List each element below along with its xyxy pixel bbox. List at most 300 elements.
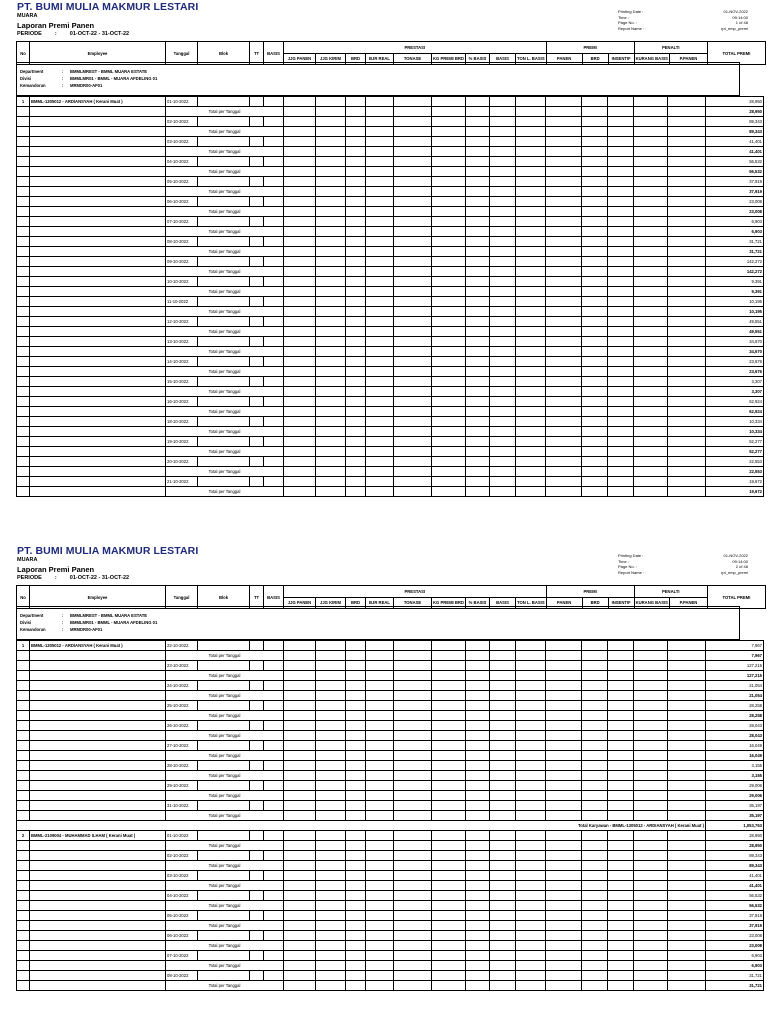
empty-cell <box>394 467 432 477</box>
empty-cell <box>516 811 546 821</box>
empty-cell <box>516 671 546 681</box>
empty-cell <box>582 981 608 991</box>
empty-cell <box>608 147 634 157</box>
empty-cell <box>466 137 490 147</box>
empty-cell <box>366 307 394 317</box>
empty-cell <box>316 347 346 357</box>
empty-cell <box>634 851 668 861</box>
empty-cell <box>394 871 432 881</box>
empty-cell <box>346 407 366 417</box>
empty-cell <box>346 881 366 891</box>
empty-cell <box>466 167 490 177</box>
empty-cell <box>668 701 706 711</box>
empty-cell <box>346 477 366 487</box>
empty-cell <box>432 951 466 961</box>
empty-cell <box>634 327 668 337</box>
empty-cell <box>346 661 366 671</box>
empty-cell <box>490 911 516 921</box>
empty-cell <box>316 891 346 901</box>
empty-cell <box>284 671 316 681</box>
empty-cell <box>432 347 466 357</box>
empty-cell <box>394 801 432 811</box>
empty-cell <box>490 661 516 671</box>
empty-cell <box>366 751 394 761</box>
empty-cell <box>516 327 546 337</box>
empty-cell <box>466 851 490 861</box>
empty-cell <box>198 277 250 287</box>
empty-cell <box>608 217 634 227</box>
empty-cell <box>546 971 582 981</box>
empty-cell <box>546 641 582 651</box>
table-row <box>17 891 764 901</box>
col-sub-header: BASIS <box>490 597 516 609</box>
total-per-tanggal-row <box>17 327 764 337</box>
empty-cell <box>516 831 546 841</box>
empty-cell <box>284 691 316 701</box>
empty-cell <box>366 487 394 497</box>
empty-cell <box>432 297 466 307</box>
empty-cell <box>490 791 516 801</box>
table-row <box>17 681 764 691</box>
empty-cell <box>366 691 394 701</box>
empty-cell <box>546 407 582 417</box>
empty-cell <box>466 217 490 227</box>
empty-cell <box>346 891 366 901</box>
empty-cell <box>608 891 634 901</box>
total-karyawan-row <box>17 821 764 831</box>
row-date: 22-10-2022 <box>166 641 198 651</box>
empty-cell <box>668 367 706 377</box>
total-per-tanggal-row <box>17 167 764 177</box>
row-total: 89,343 <box>706 851 764 861</box>
empty-cell <box>546 437 582 447</box>
empty-cell <box>250 971 264 981</box>
empty-cell <box>516 721 546 731</box>
row-total: 3,155 <box>706 761 764 771</box>
empty-cell <box>432 641 466 651</box>
empty-cell <box>490 347 516 357</box>
total-per-tanggal-row <box>17 287 764 297</box>
total-per-tanggal-label: Total per Tanggal <box>166 147 284 157</box>
empty-cell <box>30 477 166 487</box>
empty-cell <box>608 477 634 487</box>
empty-cell <box>490 287 516 297</box>
empty-cell <box>198 871 250 881</box>
empty-cell <box>668 691 706 701</box>
empty-cell <box>466 477 490 487</box>
empty-cell <box>30 901 166 911</box>
empty-cell <box>582 641 608 651</box>
empty-cell <box>394 317 432 327</box>
total-per-tanggal-label: Total per Tanggal <box>166 467 284 477</box>
empty-cell <box>490 167 516 177</box>
empty-cell <box>30 671 166 681</box>
empty-cell <box>490 237 516 247</box>
meta-label-report-name: Report Name : <box>618 25 645 31</box>
row-date: 04-10-2022 <box>166 891 198 901</box>
col-basis: BASIS <box>264 42 284 65</box>
empty-cell <box>264 457 284 467</box>
empty-cell <box>490 841 516 851</box>
table-row <box>17 237 764 247</box>
empty-cell <box>250 237 264 247</box>
empty-cell <box>284 377 316 387</box>
empty-cell <box>668 981 706 991</box>
meta-label-page: Page No. : <box>618 20 637 26</box>
empty-cell <box>316 971 346 981</box>
empty-cell <box>284 487 316 497</box>
empty-cell <box>346 377 366 387</box>
empty-cell <box>466 177 490 187</box>
empty-cell <box>316 147 346 157</box>
empty-cell <box>432 961 466 971</box>
empty-cell <box>466 197 490 207</box>
empty-cell <box>608 791 634 801</box>
empty-cell <box>284 961 316 971</box>
row-total: 37,919 <box>706 911 764 921</box>
empty-cell <box>432 661 466 671</box>
empty-cell <box>634 227 668 237</box>
empty-cell <box>30 851 166 861</box>
empty-cell <box>432 247 466 257</box>
empty-cell <box>432 147 466 157</box>
col-sub-header: TONASE <box>394 597 432 609</box>
empty-cell <box>316 711 346 721</box>
empty-cell <box>466 651 490 661</box>
empty-cell <box>490 427 516 437</box>
empty-cell <box>30 277 166 287</box>
empty-cell <box>490 741 516 751</box>
empty-cell <box>634 457 668 467</box>
empty-cell <box>634 247 668 257</box>
periode-value: 01-OCT-22 - 31-OCT-22 <box>69 31 130 37</box>
empty-cell <box>17 167 30 177</box>
empty-cell <box>316 871 346 881</box>
meta-page: 1 of 48 <box>735 20 748 26</box>
empty-cell <box>284 641 316 651</box>
row-date: 01-10-2022 <box>166 97 198 107</box>
total-per-tanggal-value: 56,532 <box>706 901 764 911</box>
empty-cell <box>634 781 668 791</box>
total-per-tanggal-label: Total per Tanggal <box>166 671 284 681</box>
empty-cell <box>466 207 490 217</box>
empty-cell <box>634 981 668 991</box>
empty-cell <box>316 701 346 711</box>
empty-cell <box>284 397 316 407</box>
total-per-tanggal-value: 37,919 <box>706 187 764 197</box>
empty-cell <box>516 641 546 651</box>
empty-cell <box>516 347 546 357</box>
empty-cell <box>316 951 346 961</box>
empty-cell <box>582 377 608 387</box>
empty-cell <box>582 711 608 721</box>
empty-cell <box>316 107 346 117</box>
empty-cell <box>582 751 608 761</box>
empty-cell <box>366 327 394 337</box>
empty-cell <box>546 297 582 307</box>
empty-cell <box>30 287 166 297</box>
total-per-tanggal-label: Total per Tanggal <box>166 651 284 661</box>
empty-cell <box>316 337 346 347</box>
empty-cell <box>582 911 608 921</box>
empty-cell <box>250 417 264 427</box>
empty-cell <box>346 267 366 277</box>
total-per-tanggal-value: 9,391 <box>706 287 764 297</box>
empty-cell <box>432 417 466 427</box>
total-per-tanggal-row <box>17 187 764 197</box>
empty-cell <box>608 691 634 701</box>
empty-cell <box>490 247 516 257</box>
empty-cell <box>366 177 394 187</box>
empty-cell <box>466 811 490 821</box>
empty-cell <box>394 831 432 841</box>
empty-cell <box>490 811 516 821</box>
empty-cell <box>634 447 668 457</box>
empty-cell <box>394 307 432 317</box>
empty-cell <box>668 237 706 247</box>
meta-report-name: rpt_emp_premi <box>721 569 748 575</box>
empty-cell <box>17 367 30 377</box>
empty-cell <box>668 741 706 751</box>
empty-cell <box>394 217 432 227</box>
empty-cell <box>582 247 608 257</box>
empty-cell <box>366 137 394 147</box>
col-sub-header: BRD <box>346 53 366 65</box>
empty-cell <box>198 397 250 407</box>
empty-cell <box>466 681 490 691</box>
empty-cell <box>466 891 490 901</box>
empty-cell <box>582 117 608 127</box>
empty-cell <box>582 701 608 711</box>
empty-cell <box>432 861 466 871</box>
empty-cell <box>634 277 668 287</box>
empty-cell <box>316 207 346 217</box>
empty-cell <box>346 347 366 357</box>
empty-cell <box>582 207 608 217</box>
empty-cell <box>17 187 30 197</box>
row-date: 03-10-2022 <box>166 137 198 147</box>
empty-cell <box>546 177 582 187</box>
meta-labels <box>618 553 688 575</box>
col-tanggal: Tanggal <box>166 42 198 65</box>
empty-cell <box>490 337 516 347</box>
empty-cell <box>316 651 346 661</box>
kemandoran-line: Kemandoran : MRMDR00-AF01 <box>20 83 103 88</box>
empty-cell <box>346 961 366 971</box>
empty-cell <box>516 711 546 721</box>
empty-cell <box>546 417 582 427</box>
empty-cell <box>198 437 250 447</box>
empty-cell <box>466 931 490 941</box>
empty-cell <box>394 277 432 287</box>
empty-cell <box>546 801 582 811</box>
table-row <box>17 951 764 961</box>
empty-cell <box>316 851 346 861</box>
empty-cell <box>546 217 582 227</box>
empty-cell <box>634 651 668 661</box>
empty-cell <box>284 187 316 197</box>
empty-cell <box>466 861 490 871</box>
col-premi: PREMI <box>546 42 634 54</box>
company-name: PT. BUMI MULIA MAKMUR LESTARI <box>17 545 199 557</box>
empty-cell <box>516 791 546 801</box>
empty-cell <box>250 337 264 347</box>
empty-cell <box>17 107 30 117</box>
empty-cell <box>250 477 264 487</box>
empty-cell <box>546 961 582 971</box>
empty-cell <box>546 247 582 257</box>
empty-cell <box>608 671 634 681</box>
empty-cell <box>284 257 316 267</box>
empty-cell <box>30 701 166 711</box>
total-per-tanggal-label: Total per Tanggal <box>166 901 284 911</box>
empty-cell <box>346 771 366 781</box>
empty-cell <box>30 137 166 147</box>
empty-cell <box>668 407 706 417</box>
empty-cell <box>394 921 432 931</box>
empty-cell <box>17 467 30 477</box>
meta-labels <box>618 9 688 31</box>
total-per-tanggal-label: Total per Tanggal <box>166 771 284 781</box>
empty-cell <box>316 367 346 377</box>
table-row <box>17 721 764 731</box>
employee-no: 2 <box>17 831 30 841</box>
row-total: 23,008 <box>706 931 764 941</box>
total-per-tanggal-value: 34,670 <box>706 347 764 357</box>
empty-cell <box>490 831 516 841</box>
total-per-tanggal-label: Total per Tanggal <box>166 267 284 277</box>
empty-cell <box>432 871 466 881</box>
empty-cell <box>466 761 490 771</box>
empty-cell <box>608 781 634 791</box>
empty-cell <box>582 307 608 317</box>
empty-cell <box>634 177 668 187</box>
total-per-tanggal-label: Total per Tanggal <box>166 127 284 137</box>
empty-cell <box>198 137 250 147</box>
empty-cell <box>432 127 466 137</box>
total-per-tanggal-label: Total per Tanggal <box>166 941 284 951</box>
empty-cell <box>30 691 166 701</box>
empty-cell <box>30 117 166 127</box>
row-total: 6,903 <box>706 217 764 227</box>
col-sub-header: TON L. BASIS <box>516 53 547 65</box>
empty-cell <box>582 177 608 187</box>
row-total: 31,721 <box>706 971 764 981</box>
empty-cell <box>366 277 394 287</box>
table-row <box>17 217 764 227</box>
empty-cell <box>608 377 634 387</box>
empty-cell <box>432 337 466 347</box>
empty-cell <box>608 811 634 821</box>
empty-cell <box>346 177 366 187</box>
empty-cell <box>17 247 30 257</box>
empty-cell <box>516 701 546 711</box>
empty-cell <box>17 681 30 691</box>
empty-cell <box>634 761 668 771</box>
empty-cell <box>250 297 264 307</box>
table-row <box>17 871 764 881</box>
empty-cell <box>634 901 668 911</box>
empty-cell <box>516 367 546 377</box>
total-per-tanggal-label: Total per Tanggal <box>166 407 284 417</box>
empty-cell <box>634 257 668 267</box>
empty-cell <box>466 487 490 497</box>
total-per-tanggal-label: Total per Tanggal <box>166 811 284 821</box>
empty-cell <box>17 661 30 671</box>
empty-cell <box>316 811 346 821</box>
row-total: 7,967 <box>706 641 764 651</box>
empty-cell <box>366 891 394 901</box>
row-date: 16-10-2022 <box>166 397 198 407</box>
empty-cell <box>394 971 432 981</box>
empty-cell <box>582 467 608 477</box>
empty-cell <box>608 327 634 337</box>
empty-cell <box>582 127 608 137</box>
empty-cell <box>490 771 516 781</box>
empty-cell <box>250 851 264 861</box>
empty-cell <box>490 137 516 147</box>
empty-cell <box>546 307 582 317</box>
empty-cell <box>264 357 284 367</box>
empty-cell <box>394 407 432 417</box>
total-per-tanggal-label: Total per Tanggal <box>166 167 284 177</box>
empty-cell <box>516 227 546 237</box>
empty-cell <box>582 317 608 327</box>
empty-cell <box>284 407 316 417</box>
empty-cell <box>432 257 466 267</box>
empty-cell <box>432 237 466 247</box>
empty-cell <box>546 981 582 991</box>
total-per-tanggal-label: Total per Tanggal <box>166 327 284 337</box>
total-per-tanggal-row <box>17 107 764 117</box>
empty-cell <box>346 741 366 751</box>
empty-cell <box>466 981 490 991</box>
empty-cell <box>432 801 466 811</box>
empty-cell <box>198 641 250 651</box>
empty-cell <box>546 337 582 347</box>
empty-cell <box>490 277 516 287</box>
total-per-tanggal-value: 6,903 <box>706 227 764 237</box>
row-date: 14-10-2022 <box>166 357 198 367</box>
empty-cell <box>432 851 466 861</box>
row-date: 02-10-2022 <box>166 117 198 127</box>
empty-cell <box>490 447 516 457</box>
empty-cell <box>394 137 432 147</box>
row-date: 05-10-2022 <box>166 177 198 187</box>
empty-cell <box>17 117 30 127</box>
empty-cell <box>316 911 346 921</box>
total-per-tanggal-label: Total per Tanggal <box>166 487 284 497</box>
empty-cell <box>17 761 30 771</box>
empty-cell <box>668 317 706 327</box>
empty-cell <box>432 457 466 467</box>
empty-cell <box>432 367 466 377</box>
empty-cell <box>432 781 466 791</box>
col-sub-header: JJG PANEN <box>284 597 316 609</box>
empty-cell <box>30 951 166 961</box>
empty-cell <box>250 801 264 811</box>
empty-cell <box>582 147 608 157</box>
empty-cell <box>490 711 516 721</box>
empty-cell <box>30 217 166 227</box>
col-prestasi: PRESTASI <box>284 42 547 54</box>
empty-cell <box>198 157 250 167</box>
empty-cell <box>366 721 394 731</box>
empty-cell <box>634 941 668 951</box>
empty-cell <box>490 357 516 367</box>
empty-cell <box>466 247 490 257</box>
empty-cell <box>432 921 466 931</box>
